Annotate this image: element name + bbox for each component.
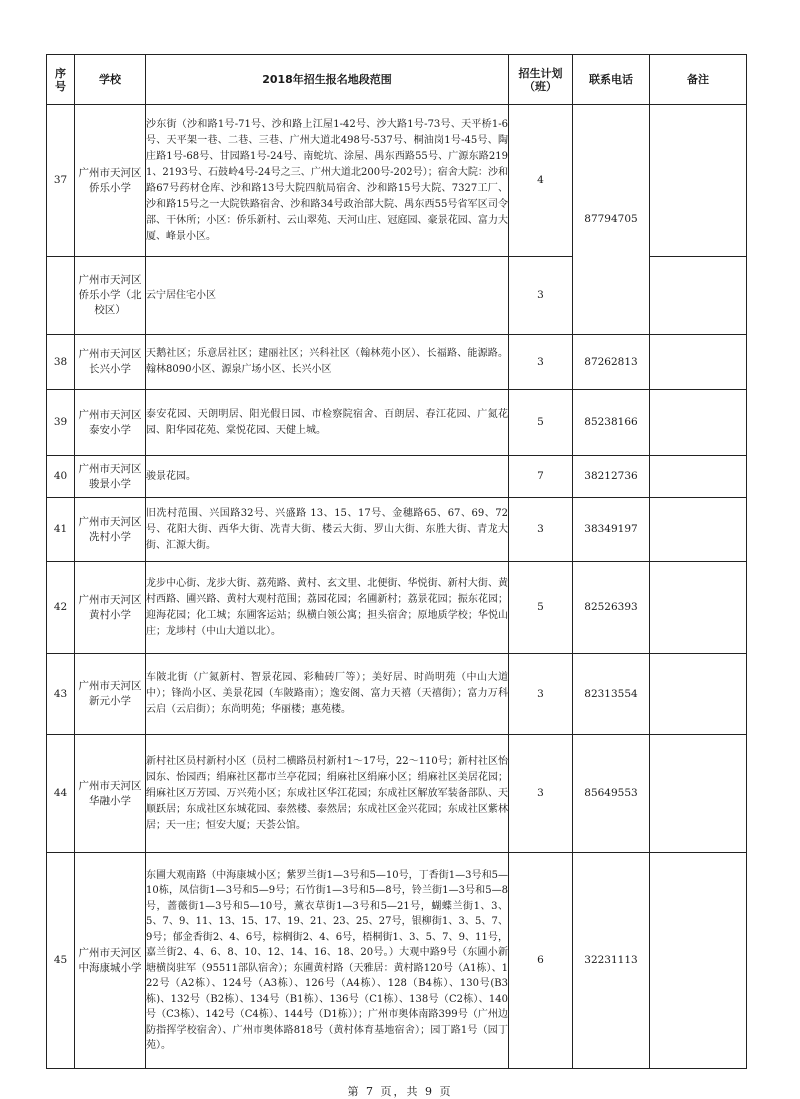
row-phone: 87262813 bbox=[573, 335, 650, 390]
row-seq: 38 bbox=[47, 335, 75, 390]
row-notes bbox=[650, 390, 747, 456]
row-phone: 82526393 bbox=[573, 562, 650, 654]
row-notes bbox=[650, 562, 747, 654]
row-plan: 3 bbox=[509, 735, 573, 853]
row-school: 广州市天河区侨乐小学 bbox=[75, 105, 146, 257]
row-phone: 85238166 bbox=[573, 390, 650, 456]
table-row bbox=[47, 390, 747, 456]
header-phone: 联系电话 bbox=[573, 55, 650, 105]
table-row bbox=[47, 335, 747, 390]
row-plan: 3 bbox=[509, 498, 573, 562]
row-school: 广州市天河区骏景小学 bbox=[75, 456, 146, 498]
row-notes bbox=[650, 853, 747, 1069]
row-notes bbox=[650, 456, 747, 498]
row-notes bbox=[650, 105, 747, 257]
row-phone: 38212736 bbox=[573, 456, 650, 498]
row-range: 新村社区员村新村小区（员村二横路员村新村1～17号，22～110号；新村社区怡园东、怡园西；绢麻社区都市兰亭花园；绢麻社区绢麻小区；绢麻社区美居花园；绢麻社区万芳园、万兴苑小区；东成社区华江花园；东成社区解放军装备部队、天顺跃居；东成社区东城花园、泰然楼、泰然居；东成社区金兴花园；东成社区紫林居；天一庄；恒安大厦；天荟公馆。 bbox=[146, 735, 509, 853]
row-plan: 4 bbox=[509, 105, 573, 257]
row-plan: 3 bbox=[509, 257, 573, 335]
row-range: 云宁居住宅小区 bbox=[146, 257, 509, 335]
header-plan: 招生计划 （班） bbox=[509, 55, 573, 105]
table-row bbox=[47, 456, 747, 498]
row-phone: 87794705 bbox=[573, 105, 650, 335]
row-phone: 38349197 bbox=[573, 498, 650, 562]
row-school: 广州市天河区华融小学 bbox=[75, 735, 146, 853]
row-seq: 41 bbox=[47, 498, 75, 562]
row-seq: 44 bbox=[47, 735, 75, 853]
row-school: 广州市天河区新元小学 bbox=[75, 654, 146, 735]
header-range: 2018年招生报名地段范围 bbox=[146, 55, 509, 105]
row-seq: 42 bbox=[47, 562, 75, 654]
row-range: 沙东街（沙和路1号-71号、沙和路上江屋1-42号、沙大路1号-73号、天平桥1-6号、天平架一巷、二巷、三巷、广州大道北498号-537号、桐油岗1号-45号、陶庄路1号-68号、甘园路1号-24号、南蛇坑、涂屋、禺东西路55号、广源东路2191、2193号、石鼓岭4号-24号之三、广州大道北200号-202号）；宿舍大院：沙和路67号药材仓库、沙和路13号大院四航局宿舍、沙和路15号大院、7327工厂、沙和路15号之一大院铁路宿舍、沙和路34号政治部大院、禺东西55号省军区司令部、干休所；小区：侨乐新村、云山翠苑、天河山庄、冠庭园、豪景花园、富力大厦、峰景小区。 bbox=[146, 105, 509, 257]
header-notes: 备注 bbox=[650, 55, 747, 105]
row-plan: 6 bbox=[509, 853, 573, 1069]
table-row bbox=[47, 105, 747, 257]
table-row bbox=[47, 735, 747, 853]
row-seq: 39 bbox=[47, 390, 75, 456]
row-phone: 82313554 bbox=[573, 654, 650, 735]
row-phone: 32231113 bbox=[573, 853, 650, 1069]
row-notes bbox=[650, 498, 747, 562]
enrollment-table bbox=[46, 54, 747, 1069]
row-range: 东圃大观南路（中海康城小区；紫罗兰街1—3号和5—10号，丁香街1—3号和5—10栋，凤信街1—3号和5—9号；石竹街1—3号和5—8号，铃兰街1—3号和5—8号，蔷薇街1—3号和5—10号，薰衣草街1—3号和5—21号，蝴蝶兰街1、3、5、7、9、11、13、15、17、19、21、23、25、27号，银柳街1、3、5、7、9号；郁金香街2、4、6号，棕榈街2、4、6号，梧桐街1、3、5、7、9、11号，嘉兰街2、4、6、8、10、12、14、16、18、20号。）大观中路9号（东圃小新塘横岗驻军（95511部队宿舍）；东圃黄村路（天雅居：黄村路120号（A1栋）、122号（A2栋）、124号（A3栋）、126号（A4栋）、128（B4栋）、130号(B3栋)、132号（B2栋）、134号（B1栋）、136号（C1栋）、138号（C2栋）、140号（C3栋）、142号（C4栋）、144号（D1栋））；广州市奥体南路399号（广州边防指挥学校宿舍）、广州市奥体路818号（黄村体育基地宿舍）；园丁路1号（园丁苑）。 bbox=[146, 853, 509, 1069]
row-range: 旧冼村范围、兴国路32号、兴盛路 13、15、17号、金穗路65、67、69、72号、花阳大街、西华大街、冼青大街、楼云大街、罗山大街、东胜大街、青龙大街、汇源大街。 bbox=[146, 498, 509, 562]
row-notes bbox=[650, 335, 747, 390]
row-school: 广州市天河区侨乐小学（北校区） bbox=[75, 257, 146, 335]
table-row bbox=[47, 654, 747, 735]
row-range: 骏景花园。 bbox=[146, 456, 509, 498]
row-seq: 37 bbox=[47, 105, 75, 257]
row-seq bbox=[47, 257, 75, 335]
row-plan: 3 bbox=[509, 654, 573, 735]
header-school: 学校 bbox=[75, 55, 146, 105]
row-range: 泰安花园、天朗明居、阳光假日园、市检察院宿舍、百朗居、春江花园、广氮花园、阳华园花苑、棠悦花园、天健上城。 bbox=[146, 390, 509, 456]
row-school: 广州市天河区长兴小学 bbox=[75, 335, 146, 390]
header-row bbox=[47, 55, 747, 105]
row-school: 广州市天河区泰安小学 bbox=[75, 390, 146, 456]
page-number: 第 7 页，共 9 页 bbox=[347, 1085, 453, 1098]
row-phone: 85649553 bbox=[573, 735, 650, 853]
row-seq: 43 bbox=[47, 654, 75, 735]
row-notes bbox=[650, 654, 747, 735]
row-school: 广州市天河区冼村小学 bbox=[75, 498, 146, 562]
row-notes bbox=[650, 735, 747, 853]
row-school: 广州市天河区中海康城小学 bbox=[75, 853, 146, 1069]
table-row bbox=[47, 562, 747, 654]
header-seq: 序 号 bbox=[47, 55, 75, 105]
row-range: 车陂北街（广氮新村、智景花园、彩釉砖厂等）；美好居、时尚明苑（中山大道中）；锋尚小区、美景花园（车陂路南）；逸安阁、富力天禧（天禧街）；富力万科云启（云启街）；东尚明苑；华丽楼；惠苑楼。 bbox=[146, 654, 509, 735]
row-seq: 45 bbox=[47, 853, 75, 1069]
row-range: 龙步中心街、龙步大街、荔苑路、黄村、玄文里、北便街、华悦街、新村大街、黄村西路、圃兴路、黄村大观村范围；荔园花园；名圃新村；荔景花园；振东花园；迎海花园；化工城；东圃客运站；纵横白领公寓；担头宿舍；原地质学校；华悦山庄；龙埗村（中山大道以北）。 bbox=[146, 562, 509, 654]
row-seq: 40 bbox=[47, 456, 75, 498]
row-school: 广州市天河区黄村小学 bbox=[75, 562, 146, 654]
table-row bbox=[47, 498, 747, 562]
row-plan: 5 bbox=[509, 390, 573, 456]
row-plan: 3 bbox=[509, 335, 573, 390]
row-range: 天鹅社区；乐意居社区；建丽社区；兴科社区（翰林苑小区）、长福路、能源路。翰林8090小区、源泉广场小区、长兴小区 bbox=[146, 335, 509, 390]
table-row bbox=[47, 853, 747, 1069]
row-plan: 5 bbox=[509, 562, 573, 654]
row-plan: 7 bbox=[509, 456, 573, 498]
row-notes bbox=[650, 257, 747, 335]
